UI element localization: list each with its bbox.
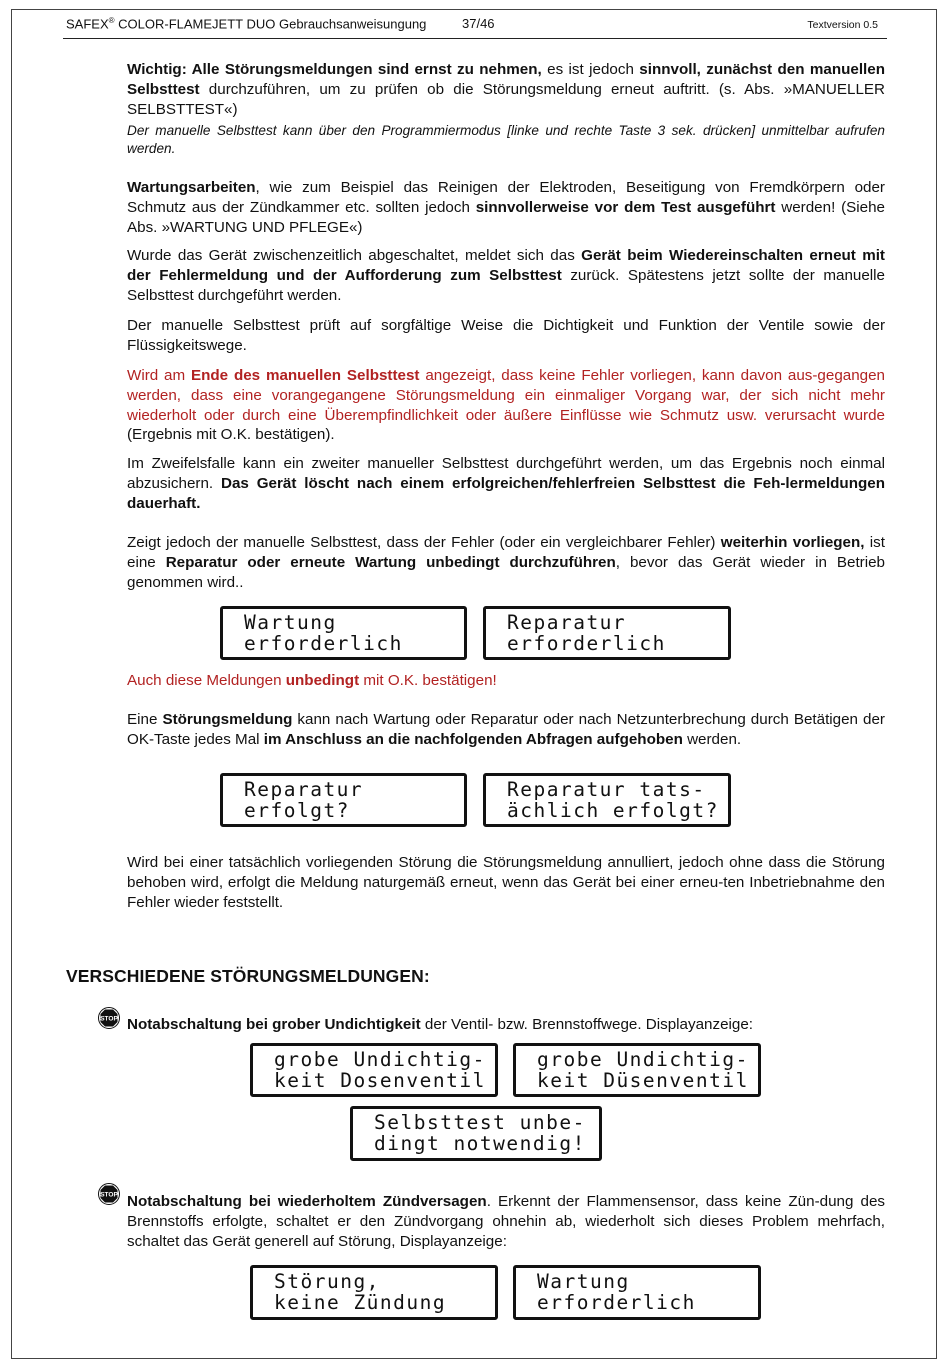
lcd-display-repair-done: [220, 773, 467, 827]
section-heading: VERSCHIEDENE STÖRUNGSMELDUNGEN:: [66, 966, 430, 986]
p7-text-e: , bevor das Gerät wieder in Betrieb genommen wird..: [127, 553, 885, 591]
paragraph-selftest: Der manuelle Selbsttest prüft auf sorgfältige Weise die Dichtigkeit und Funktion der Ventile sowie der Flüssigkeitswege.: [127, 317, 885, 354]
lcd-line-1: Wartung: [244, 611, 337, 634]
item2-text-b: . Erkennt der Flammensensor, dass keine Zün-dung des Brennstoffs erfolgte, schaltet er den Zündvorgang ohnehin ab, wiederholt sich dieses Problem mehrfach, schaltet das Gerät generell auf Störung, Displayanzeige:: [127, 1193, 885, 1250]
lcd-display-leak-can-valve: [250, 1043, 498, 1097]
stop-icon-label: STOP: [100, 1191, 118, 1199]
p7-bold-b: weiterhin vorliegen,: [720, 534, 865, 551]
p9-text-e: werden.: [682, 730, 742, 748]
lcd-line-1: Wartung: [537, 1270, 630, 1293]
p3-text-a: Wurde das Gerät zwischenzeitlich abgeschaltet, meldet sich das: [127, 247, 582, 264]
lcd-line-1: Reparatur tats-: [507, 778, 706, 801]
registered-mark: ®: [108, 16, 115, 25]
header-brand: SAFEX: [66, 16, 109, 32]
p2-text-b: , wie zum Beispiel das Reinigen der Elektroden, Beseitigung von Fremdkörpern oder Schmutz aus der Zündkammer etc. sollten jedoch: [127, 179, 885, 216]
paragraph-maintenance: [127, 178, 885, 237]
p5-bold-b: Ende des manuellen Selbsttest: [190, 367, 420, 384]
stop-icon: [98, 1183, 120, 1205]
item-leak-shutdown: [127, 1015, 885, 1035]
p1-text-b: es ist jedoch: [541, 61, 640, 78]
p3-bold-b: Gerät beim Wiedereinschalten erneut mit der Fehlermeldung und der Aufforderung zum Selbsttest: [127, 247, 885, 284]
p5-text-c: angezeigt, dass keine Fehler vorliegen, kann davon aus-gegangen werden, dass eine vorangegangene Störungsmeldung ein einmaliger Vorgang war, der sich nicht mehr wiederholt oder durch eine Überempfindlichkeit oder äußere Einflüsse wie Schmutz usw. verursacht wurde: [127, 367, 885, 424]
p6-bold-b: Das Gerät löscht nach einem erfolgreichen/fehlerfreien Selbsttest die Feh-lermeldungen dauerhaft.: [127, 474, 885, 512]
lcd-line-2: keine Zündung: [274, 1291, 447, 1314]
p5-text-d: (Ergebnis mit O.K. bestätigen).: [127, 426, 335, 444]
lcd-line-2: erforderlich: [537, 1291, 696, 1314]
p2-bold-a: Wartungsarbeiten: [127, 179, 256, 196]
text-version: Textversion 0.5: [807, 19, 878, 31]
p9-text-a: Eine: [127, 711, 163, 728]
lcd-line-1: grobe Undichtig-: [537, 1048, 749, 1071]
page-number: 37/46: [462, 16, 495, 31]
lcd-display-selftest-required: [350, 1106, 602, 1161]
p8-bold-b: unbedingt: [285, 672, 360, 689]
p2-text-d: werden! (Siehe Abs. »WARTUNG UND PFLEGE«): [127, 198, 885, 236]
lcd-line-1: Reparatur: [507, 611, 627, 634]
lcd-line-1: Störung,: [274, 1270, 380, 1293]
p8-text-c: mit O.K. bestätigen!: [359, 672, 497, 689]
item2-bold-a: Notabschaltung bei wiederholtem Zündversagen: [127, 1193, 487, 1210]
paragraph-doubt: [127, 454, 885, 513]
p2-bold-c: sinnvollerweise vor dem Test ausgeführt: [475, 198, 776, 216]
paragraph-restart: [127, 246, 885, 305]
lcd-display-maintenance-required: [220, 606, 467, 660]
lcd-line-2: keit Dosenventil: [274, 1069, 486, 1092]
paragraph-no-errors: [127, 366, 885, 445]
p1-text-d: durchzuführen, um zu prüfen ob die Störungsmeldung erneut auftritt. (s. Abs. »MANUELLER SELBSTTEST«): [127, 80, 885, 118]
header-divider: [63, 38, 887, 39]
paragraph-annulled: Wird bei einer tatsächlich vorliegenden Störung die Störungsmeldung annulliert, jedoch ohne dass die Störung behoben wird, erfolgt die Meldung naturgemäß erneut, wenn das Gerät bei einer erneu-ten Inbetriebnahme den Fehler wieder feststellt.: [127, 854, 885, 911]
lcd-display-leak-nozzle-valve: [513, 1043, 761, 1097]
p5-text-a: Wird am: [127, 367, 191, 384]
lcd-display-no-ignition: [250, 1265, 498, 1320]
p3-text-c: zurück. Spätestens jetzt sollte der manuelle Selbsttest durchgeführt werden.: [127, 266, 885, 304]
p9-bold-b: Störungsmeldung: [162, 711, 293, 728]
lcd-line-2: erfolgt?: [244, 799, 350, 822]
p9-text-c: kann nach Wartung oder Reparatur oder nach Netzunterbrechung durch Betätigen der OK-Taste jedes Mal: [127, 711, 885, 748]
p1-bold-c: sinnvoll, zunächst den manuellen Selbsttest: [127, 61, 885, 98]
p7-text-a: Zeigt jedoch der manuelle Selbsttest, dass der Fehler (oder ein vergleichbarer Fehler): [127, 534, 721, 551]
p9-bold-d: im Anschluss an die nachfolgenden Abfragen aufgehoben: [263, 730, 683, 748]
header-title: [66, 16, 426, 31]
paragraph-repair: [127, 533, 885, 592]
item1-bold-a: Notabschaltung bei grober Undichtigkeit: [127, 1016, 421, 1033]
lcd-line-2: erforderlich: [507, 632, 666, 655]
p6-text-a: Im Zweifelsfalle kann ein zweiter manueller Selbsttest durchgeführt werden, um das Ergebnis noch einmal abzusichern.: [127, 455, 885, 492]
stop-icon-label: STOP: [100, 1015, 118, 1023]
paragraph-important: [127, 60, 885, 119]
page-header: [66, 16, 878, 36]
paragraph-clear-message: [127, 710, 885, 750]
lcd-display-repair-required: [483, 606, 731, 660]
p1-bold-a: Wichtig: Alle Störungsmeldungen sind ernst zu nehmen,: [127, 61, 542, 78]
paragraph-note: Der manuelle Selbsttest kann über den Programmiermodus [linke und rechte Taste 3 sek. drücken] unmittelbar aufrufen werden.: [127, 123, 885, 156]
p7-bold-d: Reparatur oder erneute Wartung unbedingt durchzuführen: [165, 553, 616, 571]
paragraph-confirm: [127, 671, 885, 691]
item-ignition-failure: [127, 1192, 885, 1251]
item1-text-b: der Ventil- bzw. Brennstoffwege. Displayanzeige:: [420, 1016, 753, 1033]
lcd-line-2: keit Düsenventil: [537, 1069, 749, 1092]
lcd-line-1: grobe Undichtig-: [274, 1048, 486, 1071]
lcd-display-maintenance-required-2: [513, 1265, 761, 1320]
p7-text-c: ist eine: [127, 534, 885, 571]
lcd-line-2: dingt notwendig!: [374, 1132, 586, 1155]
lcd-display-repair-really-done: [483, 773, 731, 827]
lcd-line-1: Reparatur: [244, 778, 364, 801]
lcd-line-2: ächlich erfolgt?: [507, 799, 719, 822]
p8-text-a: Auch diese Meldungen: [127, 672, 286, 689]
lcd-line-1: Selbsttest unbe-: [374, 1111, 586, 1134]
header-doc-title: COLOR-FLAMEJETT DUO Gebrauchsanweisungung: [114, 16, 427, 32]
lcd-line-2: erforderlich: [244, 632, 403, 655]
stop-icon: [98, 1007, 120, 1029]
